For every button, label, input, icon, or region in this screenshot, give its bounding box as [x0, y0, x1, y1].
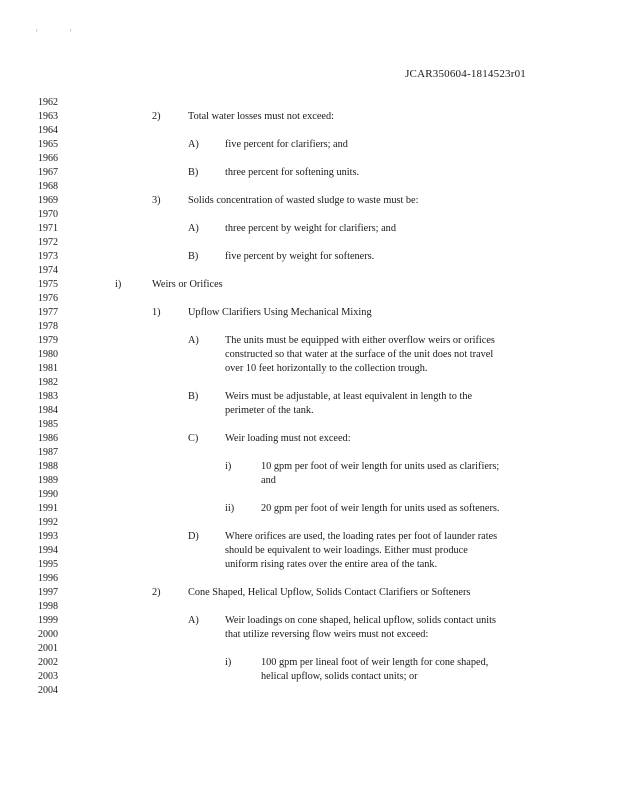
line-number: 1976 [38, 293, 58, 304]
line-number: 1964 [38, 125, 58, 136]
item-text: Where orifices are used, the loading rates per foot of launder rates [225, 531, 498, 542]
item-label: ii) [225, 503, 235, 514]
line-number: 1992 [38, 517, 58, 528]
item-label: A) [188, 335, 199, 346]
item-label: 2) [152, 587, 161, 598]
line-number: 1998 [38, 601, 58, 612]
item-text: 20 gpm per foot of weir length for units used as softeners. [261, 503, 500, 514]
item-label: 2) [152, 111, 161, 122]
line-number: 1970 [38, 209, 58, 220]
item-label: B) [188, 391, 199, 402]
line-number: 1993 [38, 531, 58, 542]
line-number: 1980 [38, 349, 58, 360]
line-number: 1981 [38, 363, 58, 374]
item-text: 10 gpm per foot of weir length for units used as clarifiers; [261, 461, 500, 472]
item-text: over 10 feet horizontally to the collection trough. [225, 363, 428, 374]
item-text: should be equivalent to weir loadings. Either must produce [225, 545, 468, 556]
scan-mark-left: ' [36, 28, 38, 38]
line-number: 1986 [38, 433, 58, 444]
document-id: JCAR350604-1814523r01 [405, 68, 526, 80]
item-label: B) [188, 251, 199, 262]
line-number: 2000 [38, 629, 58, 640]
line-number: 1967 [38, 167, 58, 178]
line-number: 2001 [38, 643, 58, 654]
line-number: 1963 [38, 111, 58, 122]
item-text: Upflow Clarifiers Using Mechanical Mixing [188, 307, 372, 318]
line-number: 1985 [38, 419, 58, 430]
item-text: Total water losses must not exceed: [188, 111, 334, 122]
line-number: 1983 [38, 391, 58, 402]
scan-mark-right: ' [70, 28, 72, 38]
line-number: 1966 [38, 153, 58, 164]
item-label: A) [188, 615, 199, 626]
item-label: B) [188, 167, 199, 178]
item-label: D) [188, 531, 199, 542]
line-number: 1996 [38, 573, 58, 584]
line-number: 1974 [38, 265, 58, 276]
line-number: 1982 [38, 377, 58, 388]
line-number: 2004 [38, 685, 58, 696]
line-number: 1962 [38, 97, 58, 108]
line-number: 1975 [38, 279, 58, 290]
section-heading: Weirs or Orifices [152, 279, 223, 290]
item-text: three percent for softening units. [225, 167, 360, 178]
line-number: 1968 [38, 181, 58, 192]
line-number: 1991 [38, 503, 58, 514]
item-label: 3) [152, 195, 161, 206]
line-number: 2003 [38, 671, 58, 682]
item-text: Solids concentration of wasted sludge to waste must be: [188, 195, 419, 206]
item-text: and [261, 475, 276, 486]
item-text: five percent for clarifiers; and [225, 139, 348, 150]
line-number: 1999 [38, 615, 58, 626]
item-text: that utilize reversing flow weirs must not exceed: [225, 629, 429, 640]
line-number: 1977 [38, 307, 58, 318]
item-text: perimeter of the tank. [225, 405, 314, 416]
section-label: i) [115, 279, 122, 290]
item-label: 1) [152, 307, 161, 318]
item-label: C) [188, 433, 199, 444]
item-text: five percent by weight for softeners. [225, 251, 375, 262]
line-number: 1997 [38, 587, 58, 598]
line-number: 1971 [38, 223, 58, 234]
item-text: Weirs must be adjustable, at least equivalent in length to the [225, 391, 473, 402]
line-number: 1989 [38, 475, 58, 486]
item-text: The units must be equipped with either overflow weirs or orifices [225, 335, 495, 346]
line-number: 1988 [38, 461, 58, 472]
item-text: 100 gpm per lineal foot of weir length for cone shaped, [261, 657, 489, 668]
line-number: 1969 [38, 195, 58, 206]
item-text: helical upflow, solids contact units; or [261, 671, 418, 682]
item-text: Weir loadings on cone shaped, helical upflow, solids contact units [225, 615, 497, 626]
line-number: 1972 [38, 237, 58, 248]
item-text: Weir loading must not exceed: [225, 433, 351, 444]
item-text: Cone Shaped, Helical Upflow, Solids Contact Clarifiers or Softeners [188, 587, 471, 598]
line-number: 1965 [38, 139, 58, 150]
line-number: 1995 [38, 559, 58, 570]
line-number: 1979 [38, 335, 58, 346]
item-text: constructed so that water at the surface of the unit does not travel [225, 349, 494, 360]
item-text: three percent by weight for clarifiers; and [225, 223, 396, 234]
line-number: 1978 [38, 321, 58, 332]
line-number: 1984 [38, 405, 58, 416]
line-number: 2002 [38, 657, 58, 668]
item-label: A) [188, 139, 199, 150]
line-number: 1973 [38, 251, 58, 262]
item-text: uniform rising rates over the entire area of the tank. [225, 559, 438, 570]
item-label: i) [225, 657, 232, 668]
item-label: A) [188, 223, 199, 234]
item-label: i) [225, 461, 232, 472]
line-number: 1987 [38, 447, 58, 458]
line-number: 1990 [38, 489, 58, 500]
line-number: 1994 [38, 545, 58, 556]
